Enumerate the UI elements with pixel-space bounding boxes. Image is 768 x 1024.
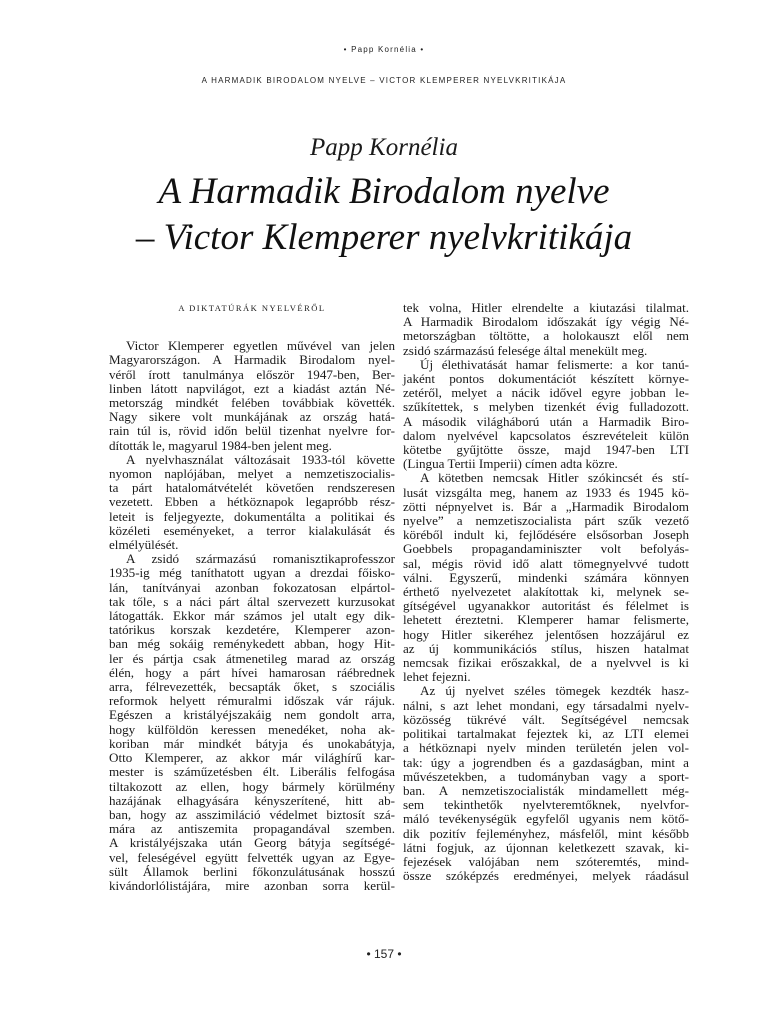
left-text-column: [109, 301, 395, 893]
text-line: koriban már mindkét bátyja és unokabátyja,: [109, 735, 395, 751]
text-line: mára az antiszemita propagandával szemben.: [109, 821, 395, 837]
running-header-title: A HARMADIK BIRODALOM NYELVE – VICTOR KLEMPERER NYELVKRITIKÁJA: [201, 76, 567, 85]
text-line: politikai tartalmakat fejeztek ki, az LTI elemei: [403, 726, 689, 742]
text-line: tatórikus korszak kezdetére, Klemperer azon-: [109, 622, 395, 638]
text-line: nemcsak fizikai erőszakkal, de a nyelvvel is ki: [403, 655, 689, 671]
text-line: ta párt hatalomátvételét követően rendszeresen: [109, 480, 395, 496]
text-line: A zsidó származású romanisztikaprofesszor: [126, 551, 395, 567]
text-line: leteit is feljegyezte, dokumentálta a politikai és: [109, 508, 395, 524]
text-line: A nyelvhasználat változásait 1933-tól követte: [126, 451, 395, 467]
text-line: Victor Klemperer egyetlen művével van jelen: [126, 338, 395, 354]
text-line: máló tevékenységük egyfelől ugyanis nem kötő-: [403, 811, 689, 827]
article-title-line-1: A Harmadik Birodalom nyelve: [158, 171, 610, 212]
text-line: tak: úgy a jogrendben és a gazdaságban, mint a: [403, 754, 689, 770]
text-line: reformok helyett rémuralmi időszak vár rájuk.: [109, 693, 395, 709]
text-line: zetéről, melyet a nácik idővel egyre jobban le-: [403, 385, 689, 401]
text-line: zsidó származású felesége által menekült meg.: [403, 342, 648, 358]
text-line: Új élethivatását hamar felismerte: a kor tanú-: [420, 356, 689, 372]
text-line: nálni, s azt lehet mondani, egy társadalmi nyelv-: [403, 697, 689, 713]
text-line: elmélyülését.: [109, 537, 179, 553]
text-line: vel, feleségével együtt felvették ugyan az Egye-: [109, 849, 395, 865]
text-line: sem tekinthetők nyelvteremtőknek, nyelvfor-: [403, 797, 689, 813]
text-line: Egészen a kristályéjszakáig nem gondolt arra,: [109, 707, 395, 723]
text-line: A kötetben nemcsak Hitler szókincsét és stí-: [420, 470, 689, 486]
left-column-lines: [109, 339, 395, 893]
text-line: zötti népnyelvet is. Bár a „Harmadik Birodalom: [403, 498, 689, 514]
article-title-line-2: – Victor Klemperer nyelvkritikája: [135, 217, 633, 258]
text-line: (Lingua Tertii Imperii) címen adta közre.: [403, 456, 618, 472]
text-line: ban, hogy az asszimiláció védelmet biztosít szá-: [109, 806, 395, 822]
text-line: nyelve” a nemzetiszocialista párt szűk vezető: [403, 513, 689, 529]
text-line: A második világháború után a Harmadik Biro-: [403, 413, 689, 429]
text-line: Goebbels propagandaminiszter volt befolyás-: [403, 541, 689, 557]
text-line: metország mindkét felében továbbiak követték.: [109, 395, 395, 411]
section-heading: A DIKTATÚRÁK NYELVÉRŐL: [178, 303, 326, 313]
text-line: válni. Egyszerű, mindenki számára könnyen: [403, 569, 689, 585]
text-line: közösség tükrévé vált. Segítségével nemcsak: [403, 711, 689, 727]
text-line: A kristályéjszaka után Georg bátyja segítségé-: [109, 835, 395, 851]
text-line: szűkítettek, s melyben tizenkét évig fulladozott.: [403, 399, 689, 415]
text-line: ler és pártja csak átmenetileg marad az ország: [109, 650, 395, 666]
text-line: lusát vizsgálta meg, hanem az 1933 és 1945 kö-: [403, 484, 689, 500]
text-line: nyomon naplójában, melyet a nemzetiszocialis-: [109, 466, 395, 482]
text-line: sült Államok berlini főkonzulátusának hosszú: [109, 863, 395, 879]
text-line: Otto Klemperer, az akkor már világhírű kar-: [109, 750, 395, 766]
text-line: össze szóképzés eredményei, melyek ráadásul: [403, 868, 689, 884]
text-line: lehet fejezni.: [403, 669, 471, 685]
text-line: tek volna, Hitler elrendelte a kiutazási tilalmat.: [403, 300, 689, 315]
text-line: vezetett. Ebben a hétköznapok legapróbb rész-: [109, 494, 395, 510]
text-line: linben látott napvilágot, ezt a kiadást aztán Né-: [109, 380, 395, 396]
text-line: hogy Hitler sikeréhez jelentősen hozzájárul ez: [403, 626, 689, 642]
text-line: mester is száműzetésben élt. Liberális felfogása: [109, 764, 395, 780]
text-line: véről írott tanulmánya először 1947-ben, Ber-: [109, 366, 395, 382]
text-line: hogy külföldön keressen menedéket, noha ak-: [109, 721, 395, 737]
text-line: kötetbe gyűjtötte össze, majd 1947-ben LTI: [403, 442, 689, 458]
text-line: Az új nyelvet széles tömegek kezdték hasz-: [420, 683, 689, 699]
text-line: lehetett éreztetni. Klemperer hamar felismerte,: [403, 612, 689, 628]
text-line: a hétköznapi nyelv minden területén jelen vol-: [403, 740, 689, 756]
text-line: A Harmadik Birodalom időszakát így végig Né-: [403, 314, 689, 330]
text-line: tak tőle, s a náci párt által szervezett kurzusokat: [109, 593, 395, 609]
text-line: arra, félrevezették, becsapták őket, s szociális: [109, 679, 395, 695]
text-line: rain túl is, rövid időn belül tizenhat nyelvre for-: [109, 423, 395, 439]
text-line: ban még sokáig reménykedett abban, hogy Hit-: [109, 636, 395, 652]
text-line: Magyarországon. A Harmadik Birodalom nyel-: [109, 352, 395, 368]
text-line: metországban töltötte, a holokauszt elől nem: [403, 328, 689, 344]
text-line: érthető nyelvezetet alakítottak ki, melynek se-: [403, 584, 689, 600]
text-line: az új kommunikációs stílus, hiszen hatalmat: [403, 640, 689, 656]
running-header-author: • Papp Kornélia •: [343, 45, 425, 54]
text-line: látogatták. Ekkor már számos jel utalt egy dik-: [109, 608, 395, 624]
text-line: ban. A nemzetiszocialisták mindamellett még-: [403, 782, 689, 798]
text-line: tiltakozott az ellen, hogy bármely körülmény: [109, 778, 395, 794]
text-line: hazájának elhagyására kényszerítené, hitt ab-: [109, 792, 395, 808]
text-line: jaként pontos dokumentációt készített környe-: [403, 371, 689, 387]
text-line: fejezések valójában nem szóteremtés, mind-: [403, 853, 689, 869]
text-line: közéleti eseményeket, a terror kialakulását és: [109, 522, 395, 538]
text-line: művészetekben, a tudományban vagy a sport-: [403, 768, 689, 784]
text-line: Nagy sikere volt munkájának az ország hatá-: [109, 409, 395, 425]
text-line: dalom nyelvével kapcsolatos észrevételeit külön: [403, 427, 689, 443]
text-line: dították le, magyarul 1984-ben jelent meg.: [109, 437, 332, 453]
page-number: • 157 •: [366, 947, 402, 961]
right-text-column: [403, 301, 689, 883]
text-line: élén, hogy a párt hívei hamarosan ráébrednek: [109, 664, 395, 680]
text-line: látni fogjuk, az újonnan keletkezett szavak, ki-: [403, 839, 689, 855]
text-line: köréből indult ki, fejlődésére elsősorban Joseph: [403, 527, 689, 543]
article-author: Papp Kornélia: [310, 134, 458, 161]
text-line: kivándorlólistájára, mire azonban sorra kerül-: [109, 877, 395, 893]
text-line: dik pozitív fejleményhez, másfelől, mint később: [403, 825, 689, 841]
text-line: lán, tanítványai azonban fokozatosan elpártol-: [109, 579, 395, 595]
text-line: sal, mégis rövid idő alatt tömegnyelvvé tudott: [403, 555, 689, 571]
text-line: gítségével ugyanakkor autoritást és félelmet is: [403, 598, 689, 614]
text-line: 1935-ig még taníthatott ugyan a drezdai főisko-: [109, 565, 395, 581]
right-column-lines: [403, 301, 689, 883]
